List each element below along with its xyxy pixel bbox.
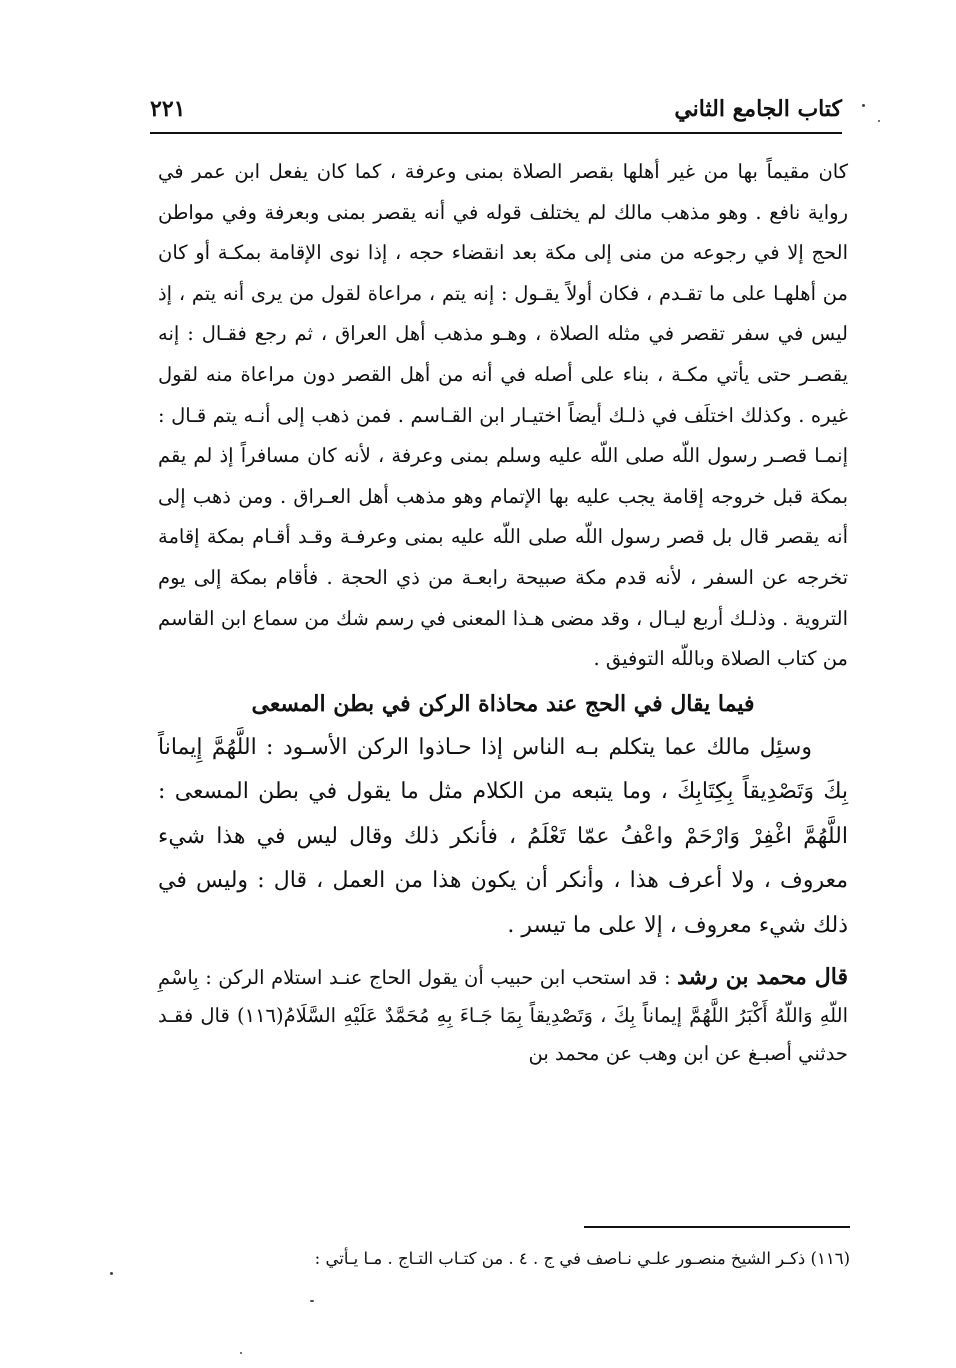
paragraph-prayer-shortening: كان مقيماً بها من غير أهلها بقصر الصلاة بمنى وعرفة ، كما كان يفعل ابن عمر في رواية نافع . وهو مذهب مالك لم يختلف قوله في أنه يقصر بمنى وبعرفة وفي مواطن الحج إلا في رجوعه من منى إلى مكة بعد انقضاء حجه ، إذا نوى الإقامة بمكـة أو كان من أهلهـا على ما تقـدم ، فكان أولاً يقـول : إنه يتم ، مراعاة لقول من يرى أنه يتم ، إذ ليس في سفر تقصر في مثله الصلاة ، وهـو مذهب أهل العراق ، ثم رجع فقـال : إنه يقصـر حتى يأتي مكـة ، بناء على أصله في أنه من أهل القصر دون مراعاة منه لقول غيره . وكذلك اختلَف في ذلـك أيضاً اختيـار ابن القـاسم . فمن ذهب إلى أنـه يتم قـال : إنمـا قصـر رسول اللّه صلى اللّه عليه وسلم بمنى وعرفة ، لأنه كان مسافراً إذ لم يقم بمكة قبل خروجه إقامة يجب عليه بها الإتمام وهو مذهب أهل العـراق . ومن ذهب إلى أنه يقصر قال بل قصر رسول اللّه صلى اللّه عليه بمنى وعرفـة وقـد أقـام بمكة إقامة تخرجه عن السفر ، لأنه قدم مكة صبيحة رابعـة من ذي الحجة . فأقام بمكة إلى يوم التروية . وذلـك أربع ليـال ، وقد مضى هـذا المعنى في رسم شك من سماع ابن القاسم من كتاب الصلاة وباللّه التوفيق . [158, 160, 848, 671]
page-number: ٢٢١ [150, 96, 186, 122]
scan-speck [878, 120, 880, 122]
scan-speck [862, 104, 865, 107]
speaker-lead: قال محمد بن رشد [677, 964, 848, 991]
scan-speck [110, 1272, 113, 1275]
scan-speck [240, 1352, 242, 1354]
body-text [158, 152, 848, 1073]
footnote: (١١٦) ذكـر الشيخ منصـور علـي نـاصف في ج . ٤ . من كتـاب التـاج . مـا يـأتي : [314, 1249, 850, 1268]
footnote-separator [584, 1226, 850, 1228]
section-heading: فيما يقال في الحج عند محاذاة الركن في بطن المسعى [251, 690, 755, 717]
paragraph-ibn-rushd-text: : قد استحب ابن حبيب أن يقول الحاج عنـد استلام الركن : بِاسْمِ اللّهِ وَاللّهُ أَكْبَرُ اللَّهُمَّ إيماناً بِكَ ، وَتَصْدِيقاً بِمَا جَـاءَ بِهِ مُحَمَّدٌ عَلَيْهِ السَّلَامُ(١١٦) قال فقـد حدثني أصبـغ عن ابن وهب عن محمد بن [158, 966, 848, 1066]
scan-speck [310, 1300, 314, 1302]
paragraph-ibn-rushd [158, 958, 848, 1073]
page-header [150, 92, 842, 134]
running-title: كتاب الجامع الثاني [674, 96, 842, 122]
paragraph-malik-question: وسئِل مالك عما يتكلم بـه الناس إذا حـاذوا الركن الأسـود : اللَّهُمَّ إِيماناً بِكَ وَتَصْدِيقاً بِكِتَابِكَ ، وما يتبعه من الكلام مثل ما يقول في بطن المسعى : اللَّهُمَّ اغْفِرْ وَارْحَمْ واعْفُ عمّا تَعْلَمُ ، فأنكر ذلك وقال ليس في هذا شيء معروف ، ولا أعرف هذا ، وأنكر أن يكون هذا من العمل ، قال : وليس في ذلك شيء معروف ، إلا على ما تيسر . [158, 734, 848, 938]
